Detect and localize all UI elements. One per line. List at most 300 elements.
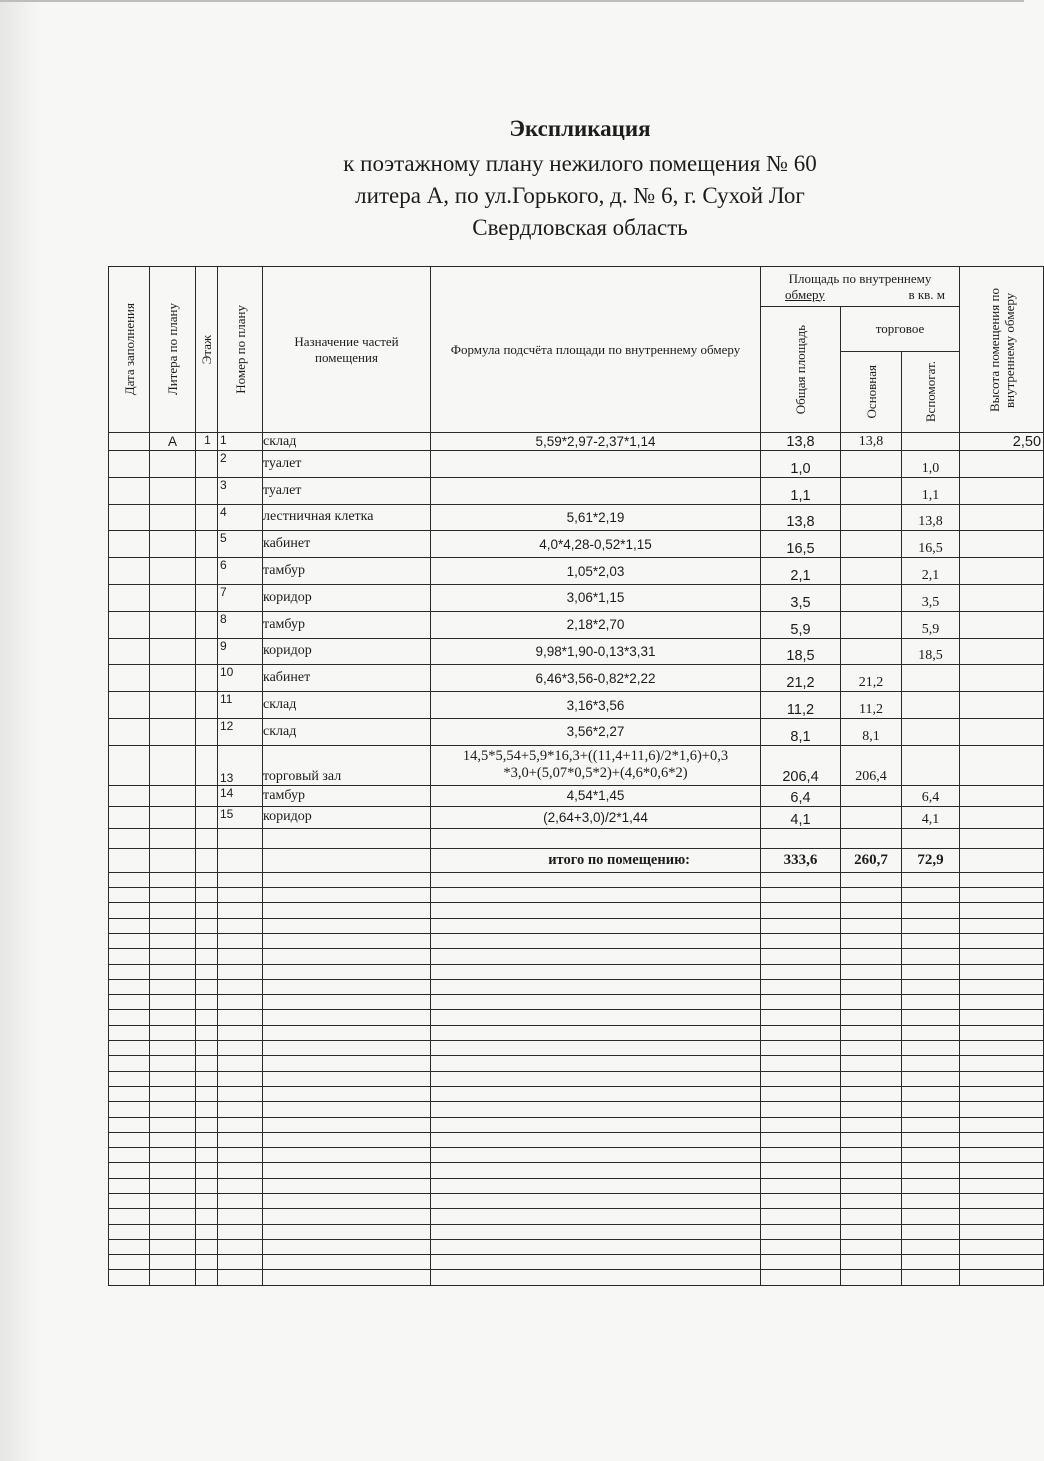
cell-aux [902,1071,960,1086]
cell-height [960,1132,1044,1147]
cell-purpose [263,1239,431,1254]
cell-total: 2,1 [761,558,841,585]
cell-purpose [263,1025,431,1040]
cell-total: 18,5 [761,638,841,665]
cell-room-no [218,1209,263,1224]
cell-room-no: 2 [218,451,263,478]
cell-litera [150,1255,196,1270]
cell-date [109,1239,150,1254]
cell-empty [150,848,196,872]
table-row [109,477,1044,504]
cell-purpose [263,1209,431,1224]
table-row [109,584,1044,611]
cell-date [109,933,150,948]
cell-height: 2,50 [960,433,1044,451]
cell-main [841,1163,902,1178]
cell-main [841,949,902,964]
cell-litera [150,918,196,933]
area-group-b: обмеру [785,286,825,302]
cell-purpose: лестничная клетка [263,504,431,531]
cell-formula: 4,54*1,45 [431,785,761,806]
cell-formula [431,933,761,948]
table-row [109,1148,1044,1163]
cell-main [841,1056,902,1071]
table-row [109,1086,1044,1101]
cell-purpose [263,1071,431,1086]
cell-total [761,903,841,918]
cell-total [761,1148,841,1163]
cell-litera [150,806,196,828]
cell-purpose: тамбур [263,611,431,638]
cell-height [960,1041,1044,1056]
cell-purpose [263,918,431,933]
cell-formula [431,1117,761,1132]
cell-date [109,1071,150,1086]
cell-date [109,1178,150,1193]
cell-date [109,584,150,611]
cell-purpose [263,1178,431,1193]
cell-total: 1,0 [761,451,841,478]
cell-main [841,611,902,638]
cell-purpose [263,949,431,964]
total-row [109,848,1044,872]
cell-formula: 5,61*2,19 [431,504,761,531]
col-floor-header: Этаж [196,267,218,433]
cell-room-no: 5 [218,531,263,558]
cell-purpose [263,1056,431,1071]
cell-date [109,1255,150,1270]
total-main: 260,7 [841,848,902,872]
cell-total: 206,4 [761,745,841,785]
cell-main [841,1194,902,1209]
cell-room-no [218,1178,263,1193]
cell-height [960,828,1044,848]
cell-height [960,1056,1044,1071]
table-row [109,903,1044,918]
cell-litera [150,1086,196,1101]
cell-date [109,918,150,933]
cell-litera [150,531,196,558]
cell-main: 11,2 [841,692,902,719]
col-trade-header: торговое [841,307,960,352]
cell-main: 21,2 [841,665,902,692]
cell-purpose [263,964,431,979]
cell-total [761,964,841,979]
cell-room-no [218,1255,263,1270]
cell-aux: 1,1 [902,477,960,504]
cell-purpose: склад [263,692,431,719]
cell-empty [960,848,1044,872]
cell-total [761,979,841,994]
cell-litera [150,1163,196,1178]
cell-formula: 1,05*2,03 [431,558,761,585]
cell-room-no [218,1132,263,1147]
cell-purpose [263,979,431,994]
table-row [109,745,1044,785]
formula-line-1: 14,5*5,54+5,9*16,3+((11,4+11,6)/2*1,6)+0,3 [462,748,729,765]
cell-aux [902,995,960,1010]
col-area-group-header: Площадь по внутреннему обмеру в кв. м [761,267,960,307]
table-row [109,1071,1044,1086]
cell-aux [902,1148,960,1163]
cell-room-no: 11 [218,692,263,719]
cell-formula [431,1010,761,1025]
cell-purpose [263,1041,431,1056]
cell-height [960,1071,1044,1086]
cell-formula [431,888,761,903]
cell-date [109,718,150,745]
cell-floor [196,918,218,933]
subtitle-line-1: к поэтажному плану нежилого помещения № 60 [343,151,817,176]
cell-height [960,888,1044,903]
cell-floor [196,665,218,692]
cell-aux [902,903,960,918]
cell-height [960,806,1044,828]
cell-formula [431,1148,761,1163]
cell-aux: 2,1 [902,558,960,585]
cell-formula [431,1025,761,1040]
cell-main: 206,4 [841,745,902,785]
cell-total [761,1163,841,1178]
cell-room-no [218,1041,263,1056]
cell-purpose: тамбур [263,785,431,806]
cell-date [109,451,150,478]
cell-height [960,933,1044,948]
cell-aux [902,872,960,887]
col-height-header: Высота помещения по внутреннему обмеру [960,267,1044,433]
cell-height [960,949,1044,964]
cell-floor [196,1056,218,1071]
cell-formula [431,745,761,785]
cell-main [841,964,902,979]
cell-date [109,1010,150,1025]
cell-room-no: 13 [218,745,263,785]
cell-total [761,1071,841,1086]
cell-date [109,1270,150,1285]
cell-floor [196,584,218,611]
cell-formula: 5,59*2,97-2,37*1,14 [431,433,761,451]
cell-date [109,828,150,848]
cell-room-no [218,1224,263,1239]
cell-purpose: кабинет [263,665,431,692]
cell-purpose [263,1086,431,1101]
cell-aux: 4,1 [902,806,960,828]
cell-date [109,1224,150,1239]
cell-floor [196,995,218,1010]
cell-aux: 13,8 [902,504,960,531]
cell-total: 4,1 [761,806,841,828]
cell-total [761,1086,841,1101]
col-purpose-header: Назначение частей помещения [263,267,431,433]
cell-litera [150,964,196,979]
cell-main [841,1178,902,1193]
cell-total: 3,5 [761,584,841,611]
cell-floor [196,1086,218,1101]
cell-purpose [263,1224,431,1239]
cell-litera [150,949,196,964]
table-row [109,1194,1044,1209]
cell-formula [431,979,761,994]
table-row [109,558,1044,585]
cell-height [960,665,1044,692]
table-row [109,1178,1044,1193]
cell-room-no [218,1086,263,1101]
cell-purpose [263,1102,431,1117]
table-row [109,933,1044,948]
cell-empty [109,848,150,872]
data-rows [109,433,1044,1286]
cell-formula [431,1194,761,1209]
cell-height [960,1102,1044,1117]
table-row [109,995,1044,1010]
cell-date [109,1086,150,1101]
cell-aux: 1,0 [902,451,960,478]
cell-room-no: 9 [218,638,263,665]
cell-aux: 16,5 [902,531,960,558]
cell-purpose: торговый зал [263,745,431,785]
cell-formula [431,1041,761,1056]
cell-room-no: 1 [218,433,263,451]
document-header [240,110,920,244]
cell-main [841,1071,902,1086]
total-area: 333,6 [761,848,841,872]
table-row [109,1270,1044,1285]
cell-litera [150,933,196,948]
cell-litera [150,718,196,745]
cell-floor [196,903,218,918]
table-row [109,1132,1044,1147]
cell-floor [196,718,218,745]
cell-purpose [263,1010,431,1025]
cell-aux [902,1224,960,1239]
cell-formula [431,949,761,964]
cell-empty [196,848,218,872]
cell-aux [902,828,960,848]
cell-height [960,995,1044,1010]
cell-litera [150,995,196,1010]
table-row [109,918,1044,933]
cell-purpose [263,1163,431,1178]
cell-total [761,1010,841,1025]
cell-formula: (2,64+3,0)/2*1,44 [431,806,761,828]
cell-purpose [263,933,431,948]
cell-litera [150,1239,196,1254]
cell-floor [196,451,218,478]
cell-purpose [263,995,431,1010]
cell-empty [218,848,263,872]
cell-litera [150,1025,196,1040]
cell-room-no [218,933,263,948]
cell-main [841,504,902,531]
cell-room-no: 6 [218,558,263,585]
table-row [109,1224,1044,1239]
cell-date [109,1025,150,1040]
col-total-area-header: Общая площадь [761,307,841,433]
cell-floor [196,611,218,638]
document-title: Экспликация [509,116,651,141]
cell-aux [902,718,960,745]
cell-litera [150,477,196,504]
cell-floor [196,1041,218,1056]
cell-date [109,806,150,828]
cell-formula [431,828,761,848]
cell-purpose: склад [263,718,431,745]
cell-aux [902,1117,960,1132]
col-litera-header: Литера по плану [150,267,196,433]
cell-room-no: 3 [218,477,263,504]
explication-table [108,266,1044,1286]
cell-height [960,1163,1044,1178]
cell-floor [196,828,218,848]
cell-aux [902,1178,960,1193]
cell-aux [902,692,960,719]
cell-date [109,531,150,558]
cell-purpose [263,1255,431,1270]
cell-date [109,504,150,531]
cell-main [841,1239,902,1254]
cell-litera [150,828,196,848]
cell-litera [150,979,196,994]
cell-main [841,828,902,848]
cell-date [109,1209,150,1224]
cell-litera [150,558,196,585]
cell-formula [431,1086,761,1101]
area-unit: в кв. м [908,286,946,302]
cell-total: 11,2 [761,692,841,719]
table-row [109,531,1044,558]
cell-litera: А [150,433,196,451]
cell-total [761,872,841,887]
cell-date [109,785,150,806]
cell-formula [431,1209,761,1224]
cell-room-no [218,918,263,933]
total-aux: 72,9 [902,848,960,872]
cell-aux [902,1270,960,1285]
col-main-header: Основная [841,352,902,433]
cell-room-no: 4 [218,504,263,531]
cell-litera [150,584,196,611]
table-row [109,1025,1044,1040]
cell-main [841,1117,902,1132]
cell-main: 8,1 [841,718,902,745]
cell-date [109,903,150,918]
cell-purpose: коридор [263,806,431,828]
cell-total [761,1255,841,1270]
cell-height [960,918,1044,933]
cell-floor [196,1224,218,1239]
cell-empty [263,848,431,872]
cell-aux [902,933,960,948]
cell-purpose [263,888,431,903]
cell-floor [196,1239,218,1254]
cell-formula [431,903,761,918]
cell-height [960,1194,1044,1209]
cell-main [841,558,902,585]
cell-total [761,1270,841,1285]
table-row [109,1102,1044,1117]
cell-main [841,918,902,933]
table-row [109,665,1044,692]
cell-main [841,1148,902,1163]
cell-aux [902,918,960,933]
table-row [109,828,1044,848]
subtitle-line-3: Свердловская область [472,215,688,240]
cell-height [960,785,1044,806]
cell-aux [902,1010,960,1025]
cell-height [960,1239,1044,1254]
total-label: итого по помещению: [431,848,761,872]
cell-floor [196,1209,218,1224]
cell-formula [431,995,761,1010]
cell-litera [150,1071,196,1086]
cell-main [841,1086,902,1101]
cell-litera [150,665,196,692]
cell-litera [150,692,196,719]
table-row [109,979,1044,994]
cell-floor [196,785,218,806]
cell-formula [431,1239,761,1254]
cell-date [109,949,150,964]
cell-purpose [263,1270,431,1285]
table-row [109,692,1044,719]
cell-room-no [218,1010,263,1025]
cell-height [960,638,1044,665]
cell-purpose: кабинет [263,531,431,558]
cell-room-no [218,872,263,887]
cell-floor [196,964,218,979]
scan-shadow [0,0,40,1461]
cell-formula [431,964,761,979]
cell-litera [150,611,196,638]
cell-main [841,1025,902,1040]
cell-room-no [218,979,263,994]
cell-date [109,872,150,887]
cell-date [109,1148,150,1163]
cell-aux [902,1239,960,1254]
cell-litera [150,1010,196,1025]
cell-total [761,933,841,948]
cell-formula: 9,98*1,90-0,13*3,31 [431,638,761,665]
cell-main [841,477,902,504]
cell-floor [196,1071,218,1086]
cell-floor [196,872,218,887]
cell-main [841,1224,902,1239]
cell-litera [150,451,196,478]
cell-height [960,451,1044,478]
cell-main [841,584,902,611]
cell-room-no [218,1163,263,1178]
table-row [109,611,1044,638]
cell-floor [196,1117,218,1132]
cell-main [841,872,902,887]
cell-room-no [218,1239,263,1254]
cell-formula [431,1255,761,1270]
cell-main [841,888,902,903]
cell-total: 1,1 [761,477,841,504]
cell-formula: 6,46*3,56-0,82*2,22 [431,665,761,692]
cell-aux [902,1086,960,1101]
cell-litera [150,1056,196,1071]
cell-date [109,964,150,979]
cell-room-no [218,995,263,1010]
cell-date [109,611,150,638]
cell-room-no: 10 [218,665,263,692]
cell-aux [902,1194,960,1209]
cell-formula [431,1056,761,1071]
cell-room-no [218,1148,263,1163]
cell-litera [150,1132,196,1147]
cell-total: 21,2 [761,665,841,692]
